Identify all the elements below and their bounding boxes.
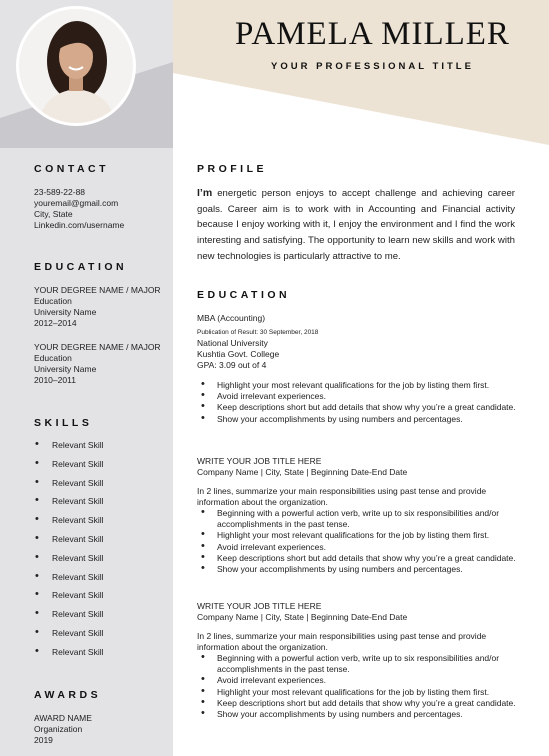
education-bullets (197, 380, 519, 425)
bullet-item: • Keep descriptions short but add details that show why you’re a great candidate. (197, 698, 519, 709)
contact-phone: 23-589-22-88 (34, 187, 86, 197)
candidate-name: PAMELA MILLER (235, 16, 510, 52)
education-publication: Publication of Result: 30 September, 2018 (197, 329, 319, 336)
profile-summary (197, 186, 515, 265)
contact-details (34, 187, 170, 231)
award-name: AWARD NAME (34, 713, 92, 723)
skill-item: • Relevant Skill (34, 628, 104, 647)
award-organization: Organization (34, 724, 83, 734)
job-title: WRITE YOUR JOB TITLE HERE (197, 601, 322, 611)
education-degree: YOUR DEGREE NAME / MAJOR (34, 285, 161, 295)
job-title: WRITE YOUR JOB TITLE HERE (197, 456, 322, 466)
bullet-item: • Keep descriptions short but add details that show why you’re a great candidate. (197, 553, 519, 564)
education-school: University Name (34, 364, 97, 374)
bullet-item: • Avoid irrelevant experiences. (197, 675, 519, 686)
main-education-block (197, 313, 519, 425)
education-years: 2010–2011 (34, 375, 76, 385)
skill-item: • Relevant Skill (34, 496, 104, 515)
skill-item: • Relevant Skill (34, 647, 104, 666)
profile-heading: PROFILE (197, 163, 268, 175)
education-degree: YOUR DEGREE NAME / MAJOR (34, 342, 161, 352)
side-education-entry-2 (34, 342, 170, 386)
bullet-item: • Highlight your most relevant qualifications for the job by listing them first. (197, 380, 519, 391)
main-education-heading: EDUCATION (197, 289, 291, 301)
job-entry-1 (197, 456, 519, 575)
job-company: Company Name | City, State | Beginning Date-End Date (197, 467, 408, 477)
award-entry (34, 713, 170, 746)
education-degree: MBA (Accounting) (197, 313, 266, 323)
skill-item: • Relevant Skill (34, 515, 104, 534)
bullet-item: • Show your accomplishments by using numbers and percentages. (197, 414, 519, 425)
education-school: University Name (34, 307, 97, 317)
job-summary: In 2 lines, summarize your main responsibilities using past tense and provide information about the organization. (197, 631, 487, 652)
job-summary: In 2 lines, summarize your main responsibilities using past tense and provide information about the organization. (197, 486, 487, 507)
award-year: 2019 (34, 735, 53, 745)
bullet-item: • Show your accomplishments by using numbers and percentages. (197, 709, 519, 720)
education-field: Education (34, 353, 72, 363)
profile-lead: I’m (197, 187, 213, 199)
bullet-item: • Beginning with a powerful action verb, write up to six responsibilities and/or accomplishments in the past tense. (197, 653, 519, 675)
bullet-item: • Beginning with a powerful action verb, write up to six responsibilities and/or accomplishments in the past tense. (197, 508, 519, 530)
skill-item: • Relevant Skill (34, 609, 104, 628)
education-years: 2012–2014 (34, 318, 77, 328)
bullet-item: • Avoid irrelevant experiences. (197, 391, 519, 402)
bullet-item: • Highlight your most relevant qualifications for the job by listing them first. (197, 530, 519, 541)
professional-title: YOUR PROFESSIONAL TITLE (271, 61, 474, 72)
skill-item: • Relevant Skill (34, 440, 104, 459)
skills-list (34, 440, 104, 666)
contact-heading: CONTACT (34, 163, 110, 175)
contact-linkedin: Linkedin.com/username (34, 220, 125, 230)
skill-item: • Relevant Skill (34, 534, 104, 553)
education-college: Kushtia Govt. College (197, 349, 280, 359)
skill-item: • Relevant Skill (34, 459, 104, 478)
bullet-item: • Show your accomplishments by using numbers and percentages. (197, 564, 519, 575)
skill-item: • Relevant Skill (34, 572, 104, 591)
awards-heading: AWARDS (34, 689, 102, 701)
skill-item: • Relevant Skill (34, 590, 104, 609)
job-entry-2 (197, 601, 519, 720)
job-bullets (197, 508, 519, 575)
side-education-heading: EDUCATION (34, 261, 128, 273)
skill-item: • Relevant Skill (34, 553, 104, 572)
avatar-illustration (19, 9, 133, 123)
education-gpa: GPA: 3.09 out of 4 (197, 360, 267, 370)
skill-item: • Relevant Skill (34, 478, 104, 497)
profile-photo (16, 6, 136, 126)
bullet-item: • Avoid irrelevant experiences. (197, 542, 519, 553)
profile-body: energetic person enjoys to accept challenge and achieving career goals. Career aim is to work with in Accounting and Financial activity because I enjoy working with it, I enjoy the environment and I find the work interesting and satisfying. The opportunity to learn new skills and work with new technologies is particularly attractive to me. (197, 188, 515, 262)
job-company: Company Name | City, State | Beginning Date-End Date (197, 612, 408, 622)
bullet-item: • Keep descriptions short but add details that show why you’re a great candidate. (197, 402, 519, 413)
education-university: National University (197, 338, 268, 348)
contact-email: youremail@gmail.com (34, 198, 119, 208)
side-education-entry-1 (34, 285, 170, 329)
bullet-item: • Highlight your most relevant qualifications for the job by listing them first. (197, 687, 519, 698)
contact-location: City, State (34, 209, 73, 219)
skills-heading: SKILLS (34, 417, 93, 429)
job-bullets (197, 653, 519, 720)
education-field: Education (34, 296, 72, 306)
